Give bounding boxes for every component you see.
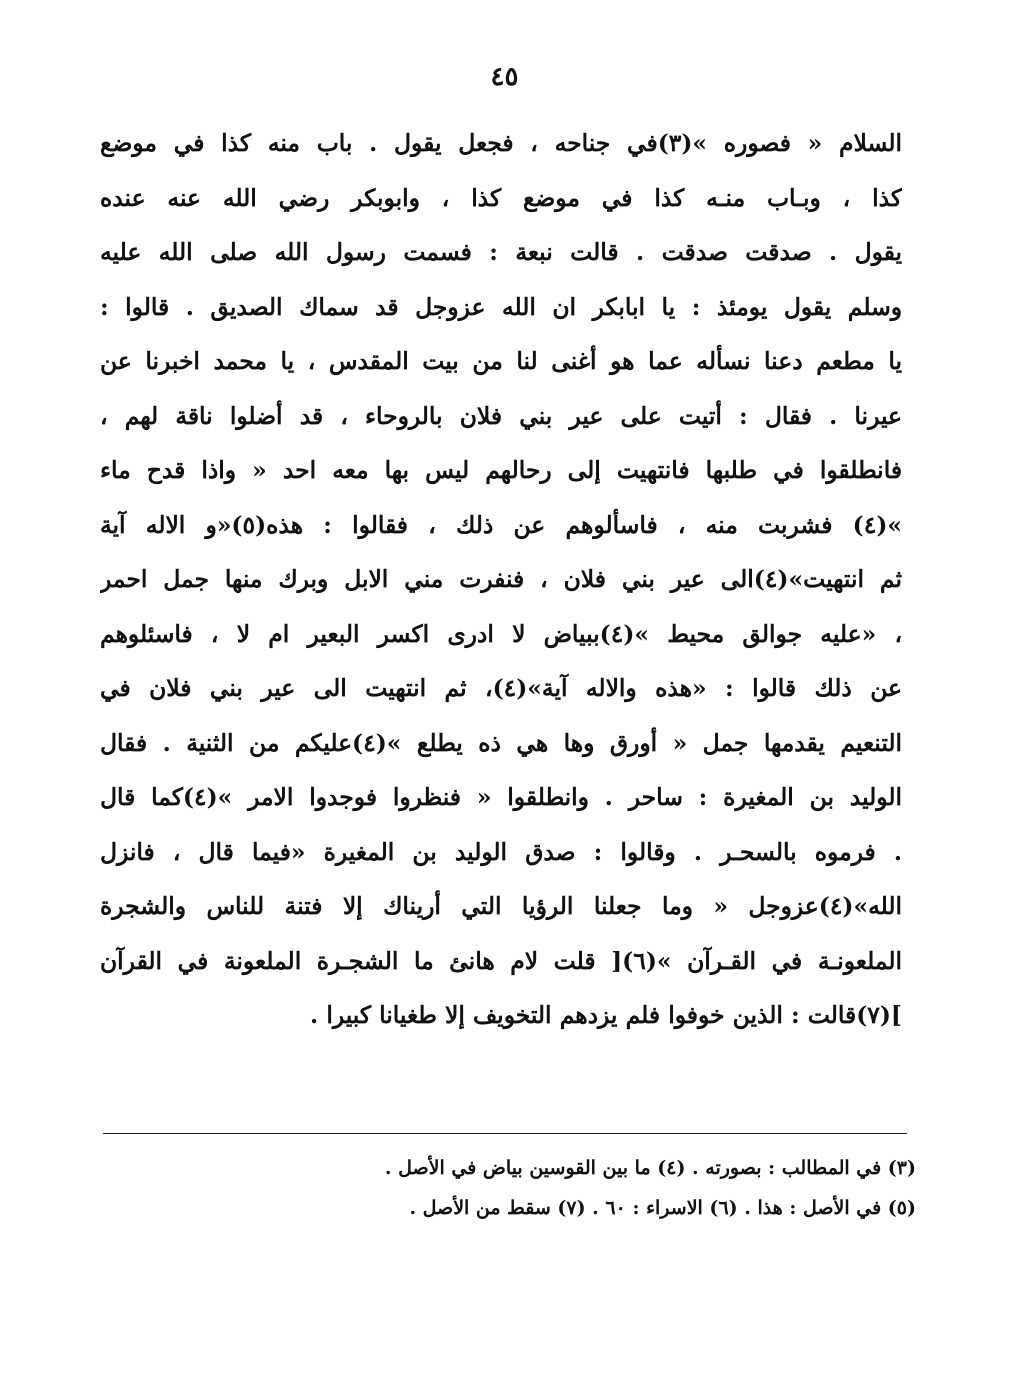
page-number: ٤٥ (490, 62, 519, 92)
body-line: فانطلقوا في طلبها فانتهيت إلى رحالهم ليس بها معه احد « واذا قدح ماء (100, 456, 902, 484)
body-line: ثم انتهيت»(٤)الى عير بني فلان ، فنفرت مني الابل وبرك منها جمل احمر (100, 565, 902, 593)
body-line: عن ذلك قالوا : «هذه والاله آية»(٤)، ثم انتهيت الى عير بني فلان في (100, 674, 902, 702)
body-line: التنعيم يقدمها جمل « أورق وها هي ذه يطلع »(٤)عليكم من الثنية . فقال (100, 728, 902, 757)
body-line: وسلم يقول يومئذ : يا ابابكر ان الله عزوجل قد سماك الصديق . قالوا : (100, 292, 902, 321)
body-line: ](٧)قالت : الذين خوفوا فلم يزدهم التخويف إلا طغيانا كبيرا . (310, 1001, 902, 1029)
footnote-line: (٣) في المطالب : بصورته . (٤) ما بين القوسين بياض في الأصل . (384, 1157, 916, 1179)
footnote-line: (٥) في الأصل : هذا . (٦) الاسراء : ٦٠ . (٧) سقط من الأصل . (409, 1197, 916, 1219)
body-line: »(٤) فشربت منه ، فاسألوهم عن ذلك ، فقالوا : هذه(٥)«و الاله آية (100, 510, 902, 539)
footnotes (100, 1148, 916, 1228)
body-line: كذا ، وبـاب منـه كذا في موضع كذا ، وابوبكر رضي الله عنه عنده (100, 183, 902, 212)
body-line: ، «عليه جوالق محيط »(٤)ببياض لا ادرى اكسر البعير ام لا ، فاسئلوهم (100, 619, 902, 648)
body-line: . فرموه بالسحـر . وقالوا : صدق الوليد بن المغيرة «فيما قال ، فانزل (100, 837, 902, 866)
body-line: الله»(٤)عزوجل « وما جعلنا الرؤيا التي أريناك إلا فتنة للناس والشجرة (100, 892, 902, 920)
body-line: يقول . صدقت صدقت . قالت نبعة : فسمت رسول الله صلى الله عليه (100, 238, 902, 266)
body-line: الملعونـة في القـرآن »(٦)[ قلت لام هانئ ما الشجـرة الملعونة في القرآن (100, 946, 902, 975)
body-text (100, 116, 902, 1043)
body-line: السلام « فصوره »(٣)في جناحه ، فجعل يقول . باب منه كذا في موضع (100, 129, 902, 157)
footnote-separator (103, 1133, 907, 1134)
body-line: عيرنا . فقال : أتيت على عير بني فلان بالروحاء ، قد أضلوا ناقة لهم ، (100, 401, 902, 430)
body-line: الوليد بن المغيرة : ساحر . وانطلقوا « فنظروا فوجدوا الامر »(٤)كما قال (100, 783, 902, 811)
body-line: يا مطعم دعنا نسأله عما هو أغنى لنا من بيت المقدس ، يا محمد اخبرنا عن (100, 347, 902, 375)
